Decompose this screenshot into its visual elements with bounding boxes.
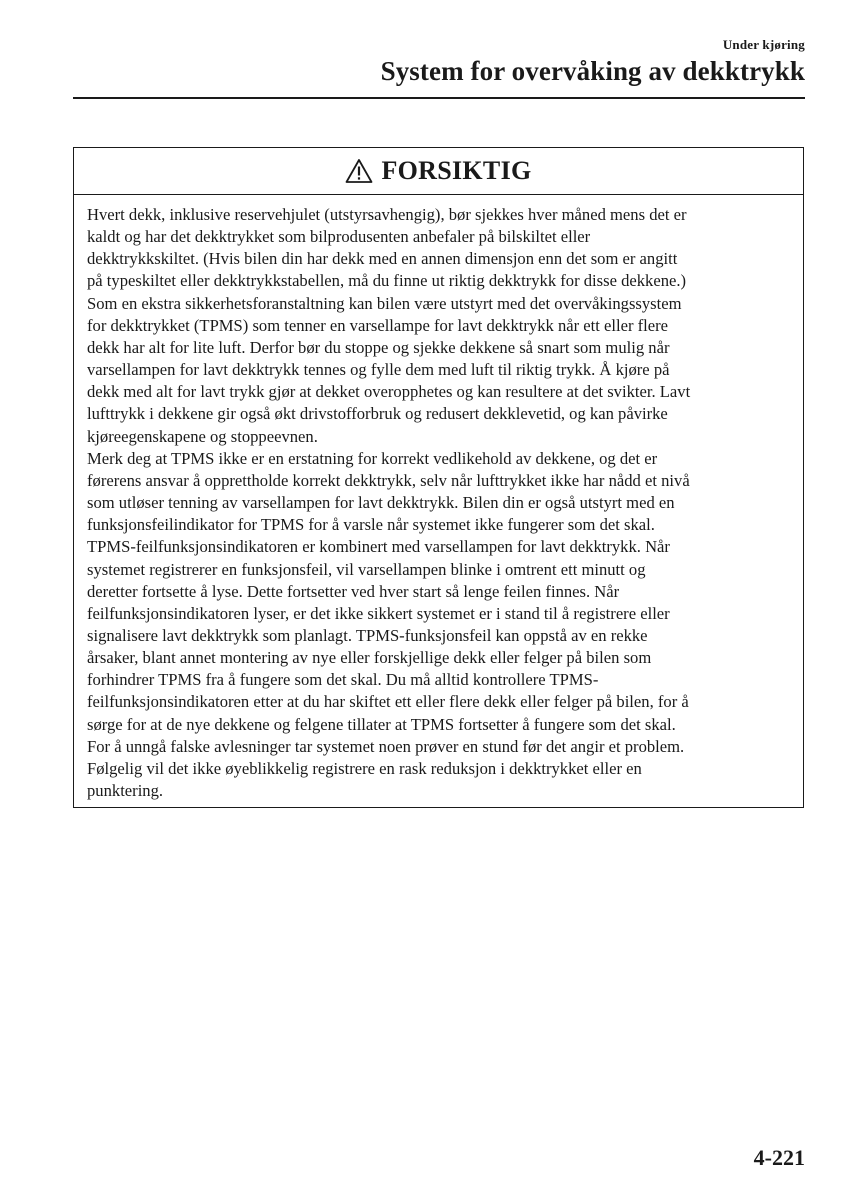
caution-line: deretter fortsette å lyse. Dette fortsetter ved hver start så lenge feilen finnes. Når [87,581,620,601]
caution-line: systemet registrerer en funksjonsfeil, vil varsellampen blinke i omtrent ett minutt og [87,559,646,579]
caution-line: kjøreegenskapene og stoppeevnen. [87,426,318,446]
caution-line: Merk deg at TPMS ikke er en erstatning for korrekt vedlikehold av dekkene, og det er [87,448,658,468]
caution-line: forhindrer TPMS fra å fungere som det skal. Du må alltid kontrollere TPMS- [87,670,599,690]
caution-line: dekktrykkskiltet. (Hvis bilen din har dekk med en annen dimensjon enn det som er angitt [87,249,678,269]
caution-line: feilfunksjonsindikatoren etter at du har skiftet ett eller flere dekk eller felger på bilen, for å [87,692,689,712]
caution-body [74,195,803,802]
caution-line: funksjonsfeilindikator for TPMS for å varsle når systemet ikke fungerer som det skal. [87,515,655,535]
caution-line: dekk har alt for lite luft. Derfor bør du stoppe og sjekke dekkene så snart som mulig når [87,337,670,357]
caution-line: på typeskiltet eller dekktrykkstabellen, må du finne ut riktig dekktrykk for disse dekkene.) [87,271,687,291]
caution-line: feilfunksjonsindikatoren lyser, er det ikke sikkert systemet er i stand til å registrere eller [87,603,670,623]
caution-title: FORSIKTIG [381,156,532,185]
warning-triangle-icon [345,158,373,184]
page-number: 4-221 [753,1145,805,1170]
title-rule [73,97,805,99]
caution-line: Følgelig vil det ikke øyeblikkelig registrere en rask reduksjon i dekktrykket eller en [87,758,642,778]
caution-line: lufttrykk i dekkene gir også økt drivstofforbruk og redusert dekklevetid, og kan påvirke [87,404,668,424]
caution-line: sørge for at de nye dekkene og felgene tillater at TPMS fortsetter å fungere som det skal. [87,714,676,734]
caution-box [73,147,804,808]
page-title: System for overvåking av dekktrykk [380,56,805,86]
caution-line: som utløser tenning av varsellampen for lavt dekktrykk. Bilen din er også utstyrt med en [87,493,675,513]
caution-line: For å unngå falske avlesninger tar systemet noen prøver en stund før det angir et problem. [87,736,685,756]
caution-line: Som en ekstra sikkerhetsforanstaltning kan bilen være utstyrt med det overvåkingssystem [87,293,682,313]
caution-line: varsellampen for lavt dekktrykk tennes og fylle dem med luft til riktig trykk. Å kjøre på [87,360,670,380]
caution-line: TPMS-feilfunksjonsindikatoren er kombinert med varsellampen for lavt dekktrykk. Når [87,537,670,557]
caution-line: punktering. [87,781,164,801]
caution-line: signalisere lavt dekktrykk som planlagt. TPMS-funksjonsfeil kan oppstå av en rekke [87,625,648,645]
caution-line: førerens ansvar å opprettholde korrekt dekktrykk, selv når lufttrykket ikke har nådd et nivå [87,470,690,490]
caution-line: dekk med alt for lavt trykk gjør at dekket overopphetes og kan resultere at det svikter. Lavt [87,382,691,402]
caution-line: årsaker, blant annet montering av nye eller forskjellige dekk eller felger på bilen som [87,648,652,668]
caution-line: Hvert dekk, inklusive reservehjulet (utstyrsavhengig), bør sjekkes hver måned mens det er [87,205,687,224]
section-label: Under kjøring [722,37,805,52]
caution-line: kaldt og har det dekktrykket som bilprodusenten anbefaler på bilskiltet eller [87,227,591,247]
caution-line: for dekktrykket (TPMS) som tenner en varsellampe for lavt dekktrykk når ett eller flere [87,315,669,335]
caution-header [74,148,803,195]
